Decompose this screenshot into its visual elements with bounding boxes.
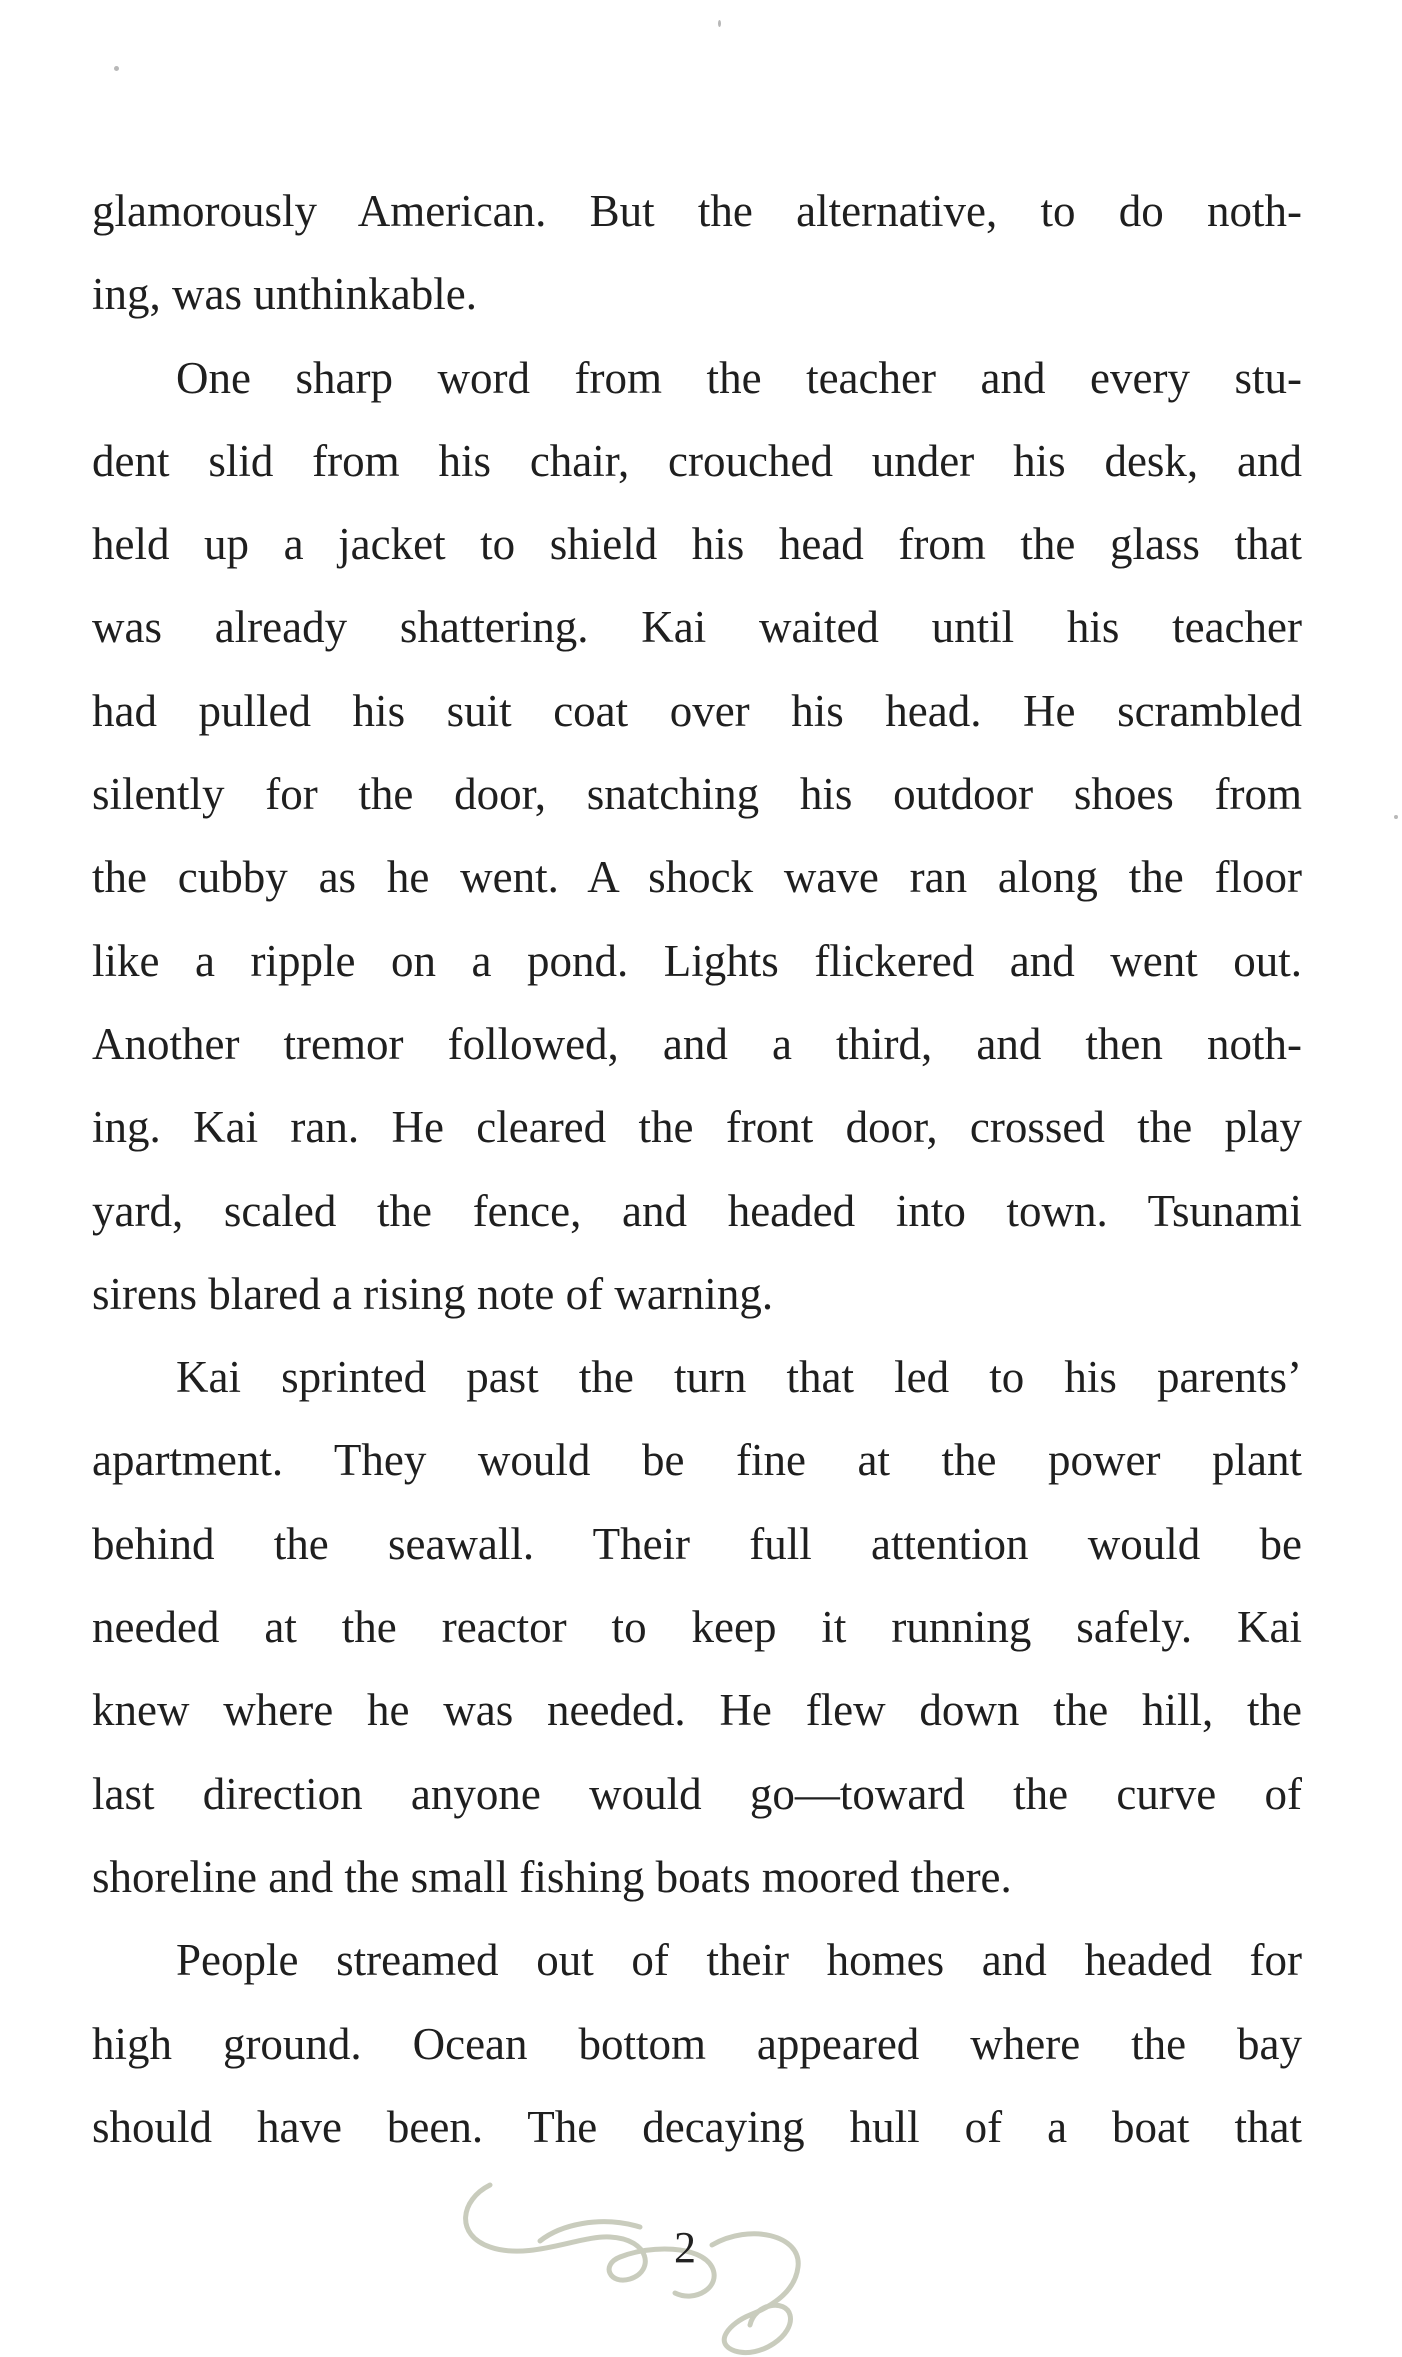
text-line: apartment. They would be fine at the power plant [92, 1435, 1302, 1486]
text-line: the cubby as he went. A shock wave ran along the floor [92, 852, 1302, 903]
text-line: like a ripple on a pond. Lights flickered and went out. [92, 935, 1302, 986]
page-number: 2 [674, 2223, 696, 2272]
text-line: shoreline and the small fishing boats moored there. [92, 1851, 1012, 1902]
page-footer [450, 2175, 950, 2357]
text-line: ing. Kai ran. He cleared the front door, crossed the play [92, 1102, 1302, 1153]
paper-speck [718, 20, 721, 27]
text-line: People streamed out of their homes and headed for [176, 1935, 1302, 1986]
text-line: One sharp word from the teacher and every stu- [176, 352, 1302, 403]
text-line: should have been. The decaying hull of a boat that [92, 2101, 1302, 2152]
text-line: high ground. Ocean bottom appeared where the bay [92, 2018, 1302, 2069]
body-text [92, 170, 1302, 2169]
paper-speck [114, 66, 119, 71]
text-line: had pulled his suit coat over his head. He scrambled [92, 685, 1302, 736]
text-line: glamorously American. But the alternative, to do noth- [92, 186, 1302, 236]
paper-speck [1394, 815, 1398, 819]
text-line: last direction anyone would go—toward the curve of [92, 1768, 1302, 1819]
text-line: silently for the door, snatching his outdoor shoes from [92, 769, 1302, 820]
text-line: sirens blared a rising note of warning. [92, 1268, 774, 1319]
text-line: behind the seawall. Their full attention would be [92, 1518, 1302, 1569]
text-line: ing, was unthinkable. [92, 269, 477, 320]
text-line: Another tremor followed, and a third, and then noth- [92, 1018, 1302, 1069]
text-line: yard, scaled the fence, and headed into town. Tsunami [92, 1185, 1302, 1236]
text-line: Kai sprinted past the turn that led to his parents’ [176, 1352, 1302, 1403]
text-line: held up a jacket to shield his head from the glass that [92, 519, 1302, 570]
text-line: knew where he was needed. He flew down the hill, the [92, 1685, 1302, 1736]
text-line: needed at the reactor to keep it running safely. Kai [92, 1602, 1302, 1653]
text-line: dent slid from his chair, crouched under his desk, and [92, 435, 1302, 486]
text-line: was already shattering. Kai waited until his teacher [92, 602, 1302, 653]
